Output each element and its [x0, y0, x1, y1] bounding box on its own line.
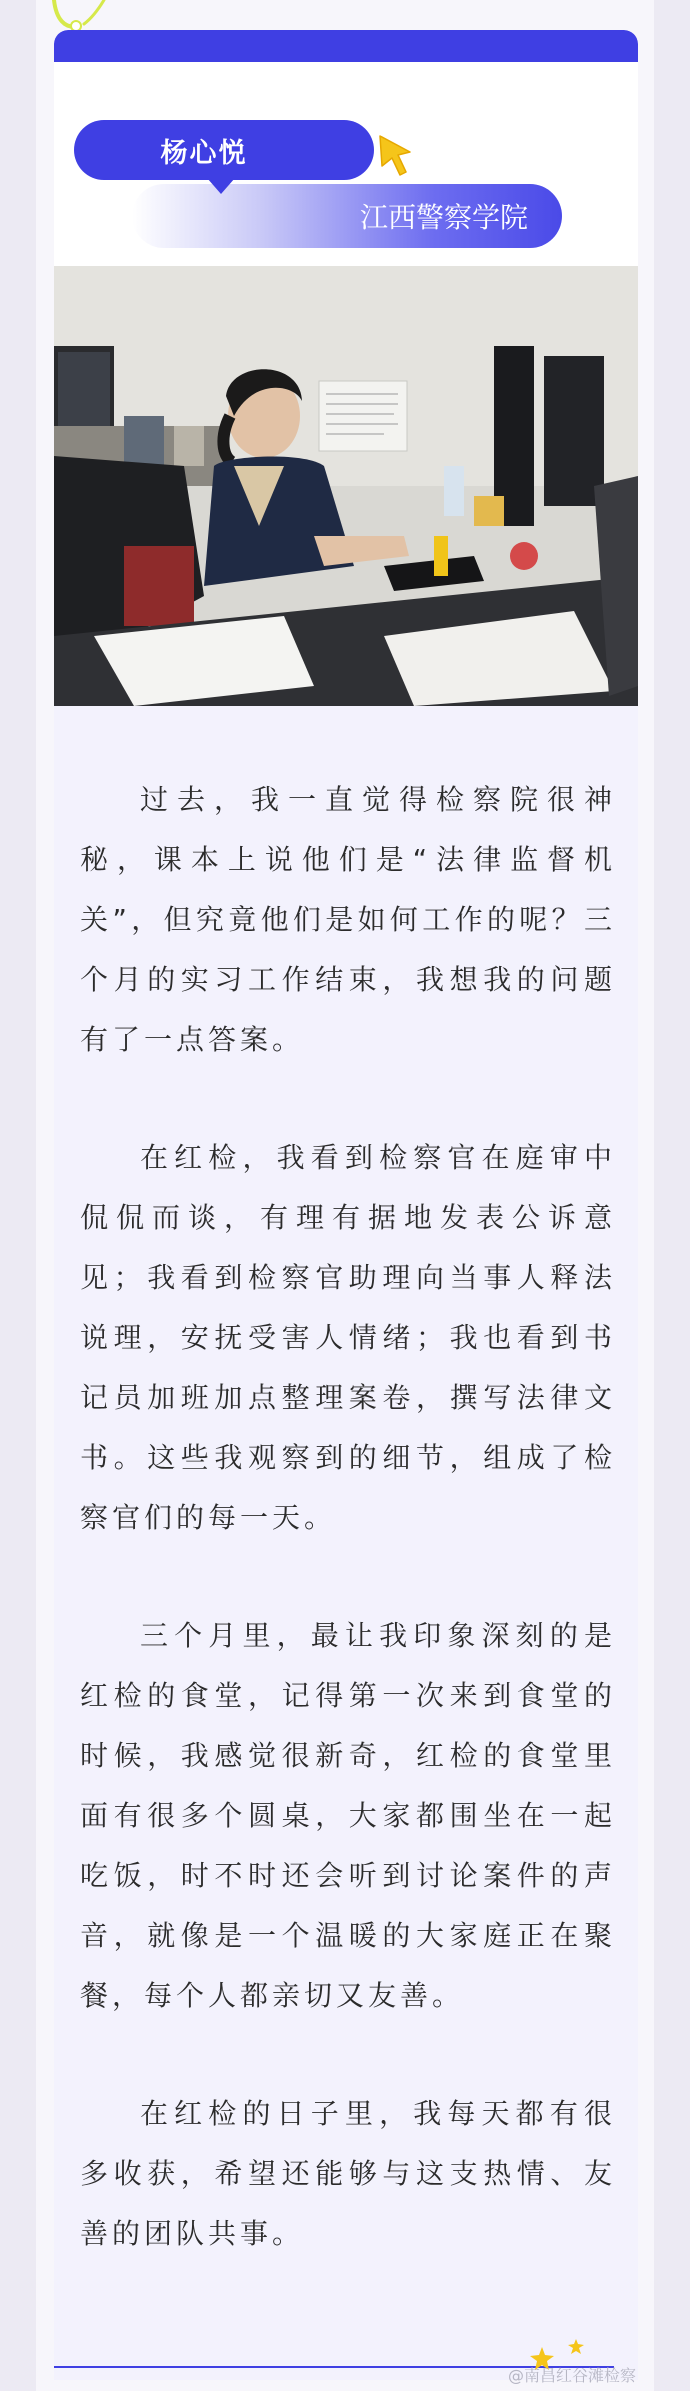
watermark-text: @南昌红谷滩检察 [508, 2366, 637, 2385]
card-top-bar [54, 30, 638, 62]
author-name: 杨心悦 [74, 120, 374, 180]
article-body [80, 770, 616, 2322]
cursor-pointer-icon [376, 132, 416, 178]
school-label: 江西警察学院 [132, 184, 562, 248]
article-card [54, 30, 638, 2380]
article-paragraph: 过去，我一直觉得检察院很神秘，课本上说他们是“法律监督机关”，但究竟他们是如何工作的呢？三个月的实习工作结束，我想我的问题有了一点答案。 [80, 783, 616, 1056]
office-photo [54, 266, 638, 706]
name-bubble-tail [207, 178, 235, 194]
article-paragraph: 在红检的日子里，我每天都有很多收获，希望还能够与这支热情、友善的团队共事。 [80, 2097, 616, 2250]
card-header [54, 62, 638, 294]
article-paragraph: 在红检，我看到检察官在庭审中侃侃而谈，有理有据地发表公诉意见；我看到检察官助理向当事人释法说理，安抚受害人情绪；我也看到书记员加班加点整理案卷，撰写法律文书。这些我观察到的细节，组成了检察官们的每一天。 [80, 1141, 616, 1534]
article-paragraph: 三个月里，最让我印象深刻的是红检的食堂，记得第一次来到食堂的时候，我感觉很新奇，红检的食堂里面有很多个圆桌，大家都围坐在一起吃饭，时不时还会听到讨论案件的声音，就像是一个温暖的大家庭正在聚餐，每个人都亲切又友善。 [80, 1619, 616, 2012]
